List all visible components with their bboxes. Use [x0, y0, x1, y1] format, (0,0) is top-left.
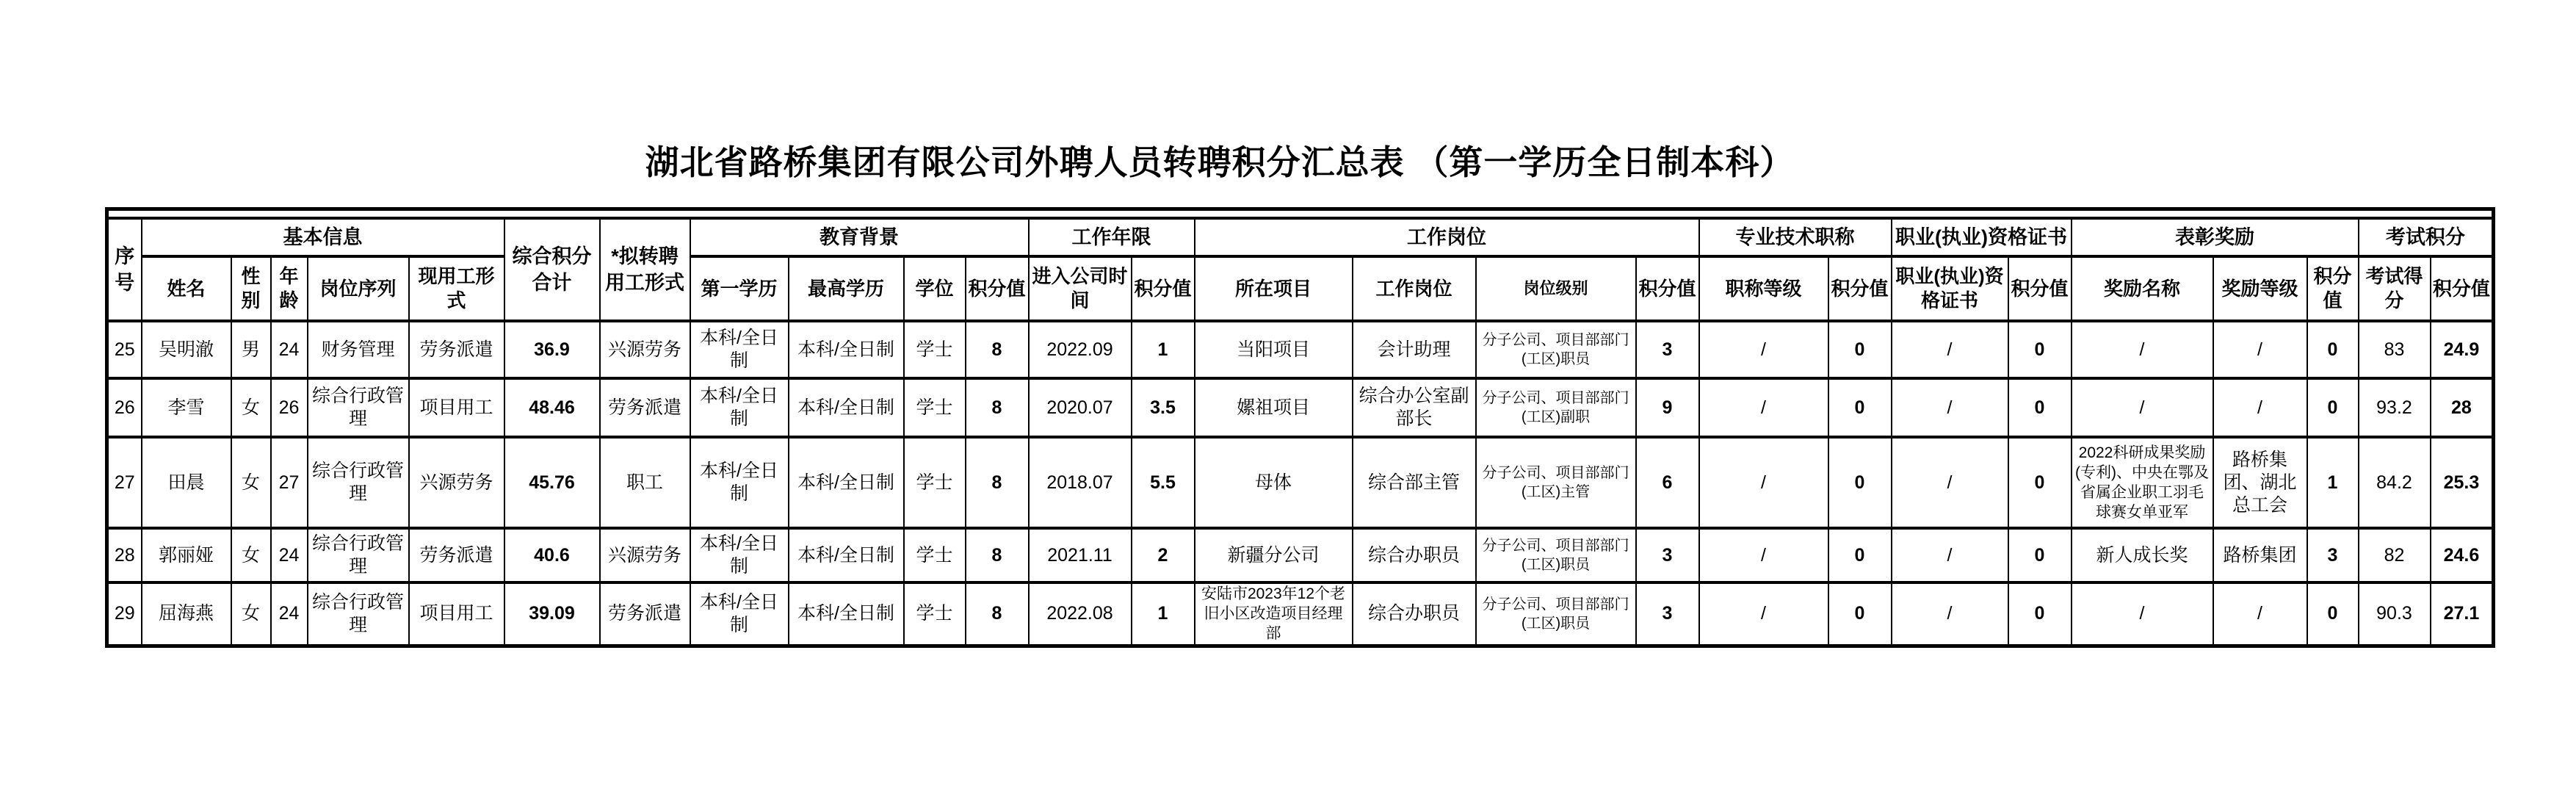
cell-r27-c5: 兴源劳务 — [409, 437, 504, 528]
cell-r27-c15: 综合部主管 — [1353, 437, 1476, 528]
cell-r25-c7: 兴源劳务 — [600, 321, 690, 378]
col-header-title-level: 职称等级 — [1699, 256, 1828, 321]
cell-r26-c22: / — [2072, 378, 2213, 437]
cell-r28-c14: 新疆分公司 — [1195, 528, 1353, 582]
group-header-work-position: 工作岗位 — [1195, 218, 1699, 256]
col-header-award-points: 积分值 — [2307, 256, 2359, 321]
cell-r25-c25: 83 — [2359, 321, 2431, 378]
col-header-years-points: 积分值 — [1132, 256, 1195, 321]
cell-r29-c24: 0 — [2307, 582, 2359, 646]
cell-r29-c25: 90.3 — [2359, 582, 2431, 646]
cell-r29-c20: / — [1892, 582, 2008, 646]
cell-r27-c13: 5.5 — [1132, 437, 1195, 528]
col-header-job: 工作岗位 — [1353, 256, 1476, 321]
col-header-job-points: 积分值 — [1636, 256, 1699, 321]
cell-r29-c4: 综合行政管理 — [308, 582, 409, 646]
cell-r28-c4: 综合行政管理 — [308, 528, 409, 582]
cell-r27-c1: 田晨 — [142, 437, 231, 528]
cell-r27-c14: 母体 — [1195, 437, 1353, 528]
cell-r25-c26: 24.9 — [2431, 321, 2494, 378]
group-header-work-years: 工作年限 — [1029, 218, 1195, 256]
col-header-proposed-employment: *拟转聘用工形式 — [600, 218, 690, 321]
cell-r25-c12: 2022.09 — [1029, 321, 1132, 378]
cell-r26-c1: 李雪 — [142, 378, 231, 437]
col-header-total-score: 综合积分合计 — [504, 218, 600, 321]
cell-r27-c10: 学士 — [904, 437, 966, 528]
col-header-join-date: 进入公司时间 — [1029, 256, 1132, 321]
cell-r25-c11: 8 — [966, 321, 1029, 378]
cell-r29-c17: 3 — [1636, 582, 1699, 646]
col-header-cert-name: 职业(执业)资格证书 — [1892, 256, 2008, 321]
cell-r25-c1: 吴明澈 — [142, 321, 231, 378]
col-header-gender: 性别 — [231, 256, 271, 321]
cell-r25-c24: 0 — [2307, 321, 2359, 378]
col-header-cert-points: 积分值 — [2008, 256, 2072, 321]
cell-r26-c4: 综合行政管理 — [308, 378, 409, 437]
cell-r26-c0: 26 — [107, 378, 142, 437]
cell-r26-c24: 0 — [2307, 378, 2359, 437]
cell-r25-c22: / — [2072, 321, 2213, 378]
cell-r29-c21: 0 — [2008, 582, 2072, 646]
cell-r25-c21: 0 — [2008, 321, 2072, 378]
cell-r29-c10: 学士 — [904, 582, 966, 646]
cell-r27-c6: 45.76 — [504, 437, 600, 528]
col-header-index: 序号 — [107, 218, 142, 321]
cell-r27-c23: 路桥集团、湖北总工会 — [2213, 437, 2307, 528]
col-header-job-level: 岗位级别 — [1476, 256, 1636, 321]
group-header-exam-score: 考试积分 — [2359, 218, 2494, 256]
cell-r26-c20: / — [1892, 378, 2008, 437]
cell-r29-c14: 安陆市2023年12个老旧小区改造项目经理部 — [1195, 582, 1353, 646]
cell-r27-c8: 本科/全日制 — [690, 437, 789, 528]
cell-r28-c19: 0 — [1828, 528, 1892, 582]
clipped-row-remnant — [107, 209, 2494, 219]
cell-r29-c18: / — [1699, 582, 1828, 646]
cell-r25-c8: 本科/全日制 — [690, 321, 789, 378]
cell-r28-c10: 学士 — [904, 528, 966, 582]
cell-r26-c14: 嫘祖项目 — [1195, 378, 1353, 437]
group-header-qualification-cert: 职业(执业)资格证书 — [1892, 218, 2072, 256]
cell-r26-c5: 项目用工 — [409, 378, 504, 437]
header-sub-row — [107, 256, 2494, 321]
cell-r27-c7: 职工 — [600, 437, 690, 528]
cell-r28-c25: 82 — [2359, 528, 2431, 582]
cell-r28-c16: 分子公司、项目部部门(工区)职员 — [1476, 528, 1636, 582]
cell-r27-c4: 综合行政管理 — [308, 437, 409, 528]
col-header-highest-degree: 最高学历 — [789, 256, 904, 321]
cell-r28-c26: 24.6 — [2431, 528, 2494, 582]
cell-r25-c9: 本科/全日制 — [789, 321, 904, 378]
cell-r29-c11: 8 — [966, 582, 1029, 646]
col-header-edu-points: 积分值 — [966, 256, 1029, 321]
cell-r26-c26: 28 — [2431, 378, 2494, 437]
cell-r25-c4: 财务管理 — [308, 321, 409, 378]
cell-r25-c3: 24 — [271, 321, 308, 378]
cell-r26-c18: / — [1699, 378, 1828, 437]
cell-r25-c2: 男 — [231, 321, 271, 378]
cell-r25-c23: / — [2213, 321, 2307, 378]
cell-r28-c20: / — [1892, 528, 2008, 582]
cell-r25-c10: 学士 — [904, 321, 966, 378]
cell-r29-c16: 分子公司、项目部部门(工区)职员 — [1476, 582, 1636, 646]
cell-r26-c17: 9 — [1636, 378, 1699, 437]
cell-r28-c17: 3 — [1636, 528, 1699, 582]
header-group-row — [107, 218, 2494, 256]
cell-r26-c10: 学士 — [904, 378, 966, 437]
cell-r26-c13: 3.5 — [1132, 378, 1195, 437]
cell-r29-c3: 24 — [271, 582, 308, 646]
cell-r28-c1: 郭丽娅 — [142, 528, 231, 582]
cell-r27-c11: 8 — [966, 437, 1029, 528]
cell-r28-c6: 40.6 — [504, 528, 600, 582]
cell-r27-c21: 0 — [2008, 437, 2072, 528]
col-header-academic-degree: 学位 — [904, 256, 966, 321]
cell-r29-c13: 1 — [1132, 582, 1195, 646]
cell-r26-c3: 26 — [271, 378, 308, 437]
cell-r27-c12: 2018.07 — [1029, 437, 1132, 528]
col-header-first-degree: 第一学历 — [690, 256, 789, 321]
cell-r29-c19: 0 — [1828, 582, 1892, 646]
col-header-exam-result: 考试得分 — [2359, 256, 2431, 321]
col-header-award-level: 奖励等级 — [2213, 256, 2307, 321]
score-summary-table — [105, 207, 2495, 648]
group-header-professional-title: 专业技术职称 — [1699, 218, 1892, 256]
cell-r29-c1: 屈海燕 — [142, 582, 231, 646]
cell-r29-c15: 综合办职员 — [1353, 582, 1476, 646]
cell-r28-c2: 女 — [231, 528, 271, 582]
cell-r29-c9: 本科/全日制 — [789, 582, 904, 646]
cell-r26-c6: 48.46 — [504, 378, 600, 437]
cell-r29-c6: 39.09 — [504, 582, 600, 646]
cell-r28-c18: / — [1699, 528, 1828, 582]
cell-r26-c23: / — [2213, 378, 2307, 437]
col-header-age: 年龄 — [271, 256, 308, 321]
group-header-awards: 表彰奖励 — [2072, 218, 2359, 256]
cell-r28-c5: 劳务派遣 — [409, 528, 504, 582]
col-header-post-sequence: 岗位序列 — [308, 256, 409, 321]
cell-r27-c2: 女 — [231, 437, 271, 528]
cell-r26-c2: 女 — [231, 378, 271, 437]
cell-r27-c9: 本科/全日制 — [789, 437, 904, 528]
cell-r27-c24: 1 — [2307, 437, 2359, 528]
col-header-title-points: 积分值 — [1828, 256, 1892, 321]
cell-r26-c15: 综合办公室副部长 — [1353, 378, 1476, 437]
cell-r26-c9: 本科/全日制 — [789, 378, 904, 437]
cell-r28-c23: 路桥集团 — [2213, 528, 2307, 582]
cell-r26-c12: 2020.07 — [1029, 378, 1132, 437]
cell-r28-c9: 本科/全日制 — [789, 528, 904, 582]
cell-r29-c5: 项目用工 — [409, 582, 504, 646]
cell-r26-c11: 8 — [966, 378, 1029, 437]
cell-r29-c22: / — [2072, 582, 2213, 646]
col-header-name: 姓名 — [142, 256, 231, 321]
cell-r28-c24: 3 — [2307, 528, 2359, 582]
cell-r25-c6: 36.9 — [504, 321, 600, 378]
table-body — [107, 321, 2494, 646]
cell-r29-c2: 女 — [231, 582, 271, 646]
cell-r26-c7: 劳务派遣 — [600, 378, 690, 437]
cell-r28-c12: 2021.11 — [1029, 528, 1132, 582]
table-row — [107, 528, 2494, 582]
cell-r29-c23: / — [2213, 582, 2307, 646]
cell-r27-c26: 25.3 — [2431, 437, 2494, 528]
cell-r26-c21: 0 — [2008, 378, 2072, 437]
page-title: 湖北省路桥集团有限公司外聘人员转聘积分汇总表 （第一学历全日制本科） — [645, 143, 1795, 181]
cell-r27-c0: 27 — [107, 437, 142, 528]
col-header-current-employment: 现用工形式 — [409, 256, 504, 321]
cell-r26-c16: 分子公司、项目部部门(工区)副职 — [1476, 378, 1636, 437]
cell-r25-c18: / — [1699, 321, 1828, 378]
cell-r27-c20: / — [1892, 437, 2008, 528]
cell-r28-c22: 新人成长奖 — [2072, 528, 2213, 582]
cell-r29-c8: 本科/全日制 — [690, 582, 789, 646]
cell-r28-c7: 兴源劳务 — [600, 528, 690, 582]
table-row — [107, 437, 2494, 528]
cell-r29-c7: 劳务派遣 — [600, 582, 690, 646]
col-header-exam-points: 积分值 — [2431, 256, 2494, 321]
cell-r25-c5: 劳务派遣 — [409, 321, 504, 378]
table-header — [107, 209, 2494, 322]
cell-r28-c13: 2 — [1132, 528, 1195, 582]
cell-r26-c19: 0 — [1828, 378, 1892, 437]
cell-r25-c20: / — [1892, 321, 2008, 378]
cell-r27-c25: 84.2 — [2359, 437, 2431, 528]
cell-r28-c0: 28 — [107, 528, 142, 582]
group-header-education: 教育背景 — [690, 218, 1029, 256]
cell-r29-c26: 27.1 — [2431, 582, 2494, 646]
col-header-award-name: 奖励名称 — [2072, 256, 2213, 321]
cell-r29-c0: 29 — [107, 582, 142, 646]
cell-r25-c0: 25 — [107, 321, 142, 378]
cell-r25-c19: 0 — [1828, 321, 1892, 378]
cell-r27-c3: 27 — [271, 437, 308, 528]
cell-r29-c12: 2022.08 — [1029, 582, 1132, 646]
cell-r27-c22: 2022科研成果奖励(专利)、中央在鄂及省属企业职工羽毛球赛女单亚军 — [2072, 437, 2213, 528]
table-row — [107, 321, 2494, 378]
cell-r27-c19: 0 — [1828, 437, 1892, 528]
cell-r27-c16: 分子公司、项目部部门(工区)主管 — [1476, 437, 1636, 528]
col-header-project: 所在项目 — [1195, 256, 1353, 321]
cell-r25-c17: 3 — [1636, 321, 1699, 378]
cell-r28-c8: 本科/全日制 — [690, 528, 789, 582]
table-row — [107, 378, 2494, 437]
table-row — [107, 582, 2494, 646]
cell-r25-c14: 当阳项目 — [1195, 321, 1353, 378]
cell-r28-c21: 0 — [2008, 528, 2072, 582]
cell-r28-c11: 8 — [966, 528, 1029, 582]
cell-r28-c3: 24 — [271, 528, 308, 582]
group-header-basic-info: 基本信息 — [142, 218, 504, 256]
clipped-row-cell — [107, 209, 2494, 219]
cell-r27-c17: 6 — [1636, 437, 1699, 528]
cell-r28-c15: 综合办职员 — [1353, 528, 1476, 582]
cell-r25-c16: 分子公司、项目部部门(工区)职员 — [1476, 321, 1636, 378]
cell-r25-c15: 会计助理 — [1353, 321, 1476, 378]
cell-r25-c13: 1 — [1132, 321, 1195, 378]
cell-r27-c18: / — [1699, 437, 1828, 528]
cell-r26-c8: 本科/全日制 — [690, 378, 789, 437]
cell-r26-c25: 93.2 — [2359, 378, 2431, 437]
